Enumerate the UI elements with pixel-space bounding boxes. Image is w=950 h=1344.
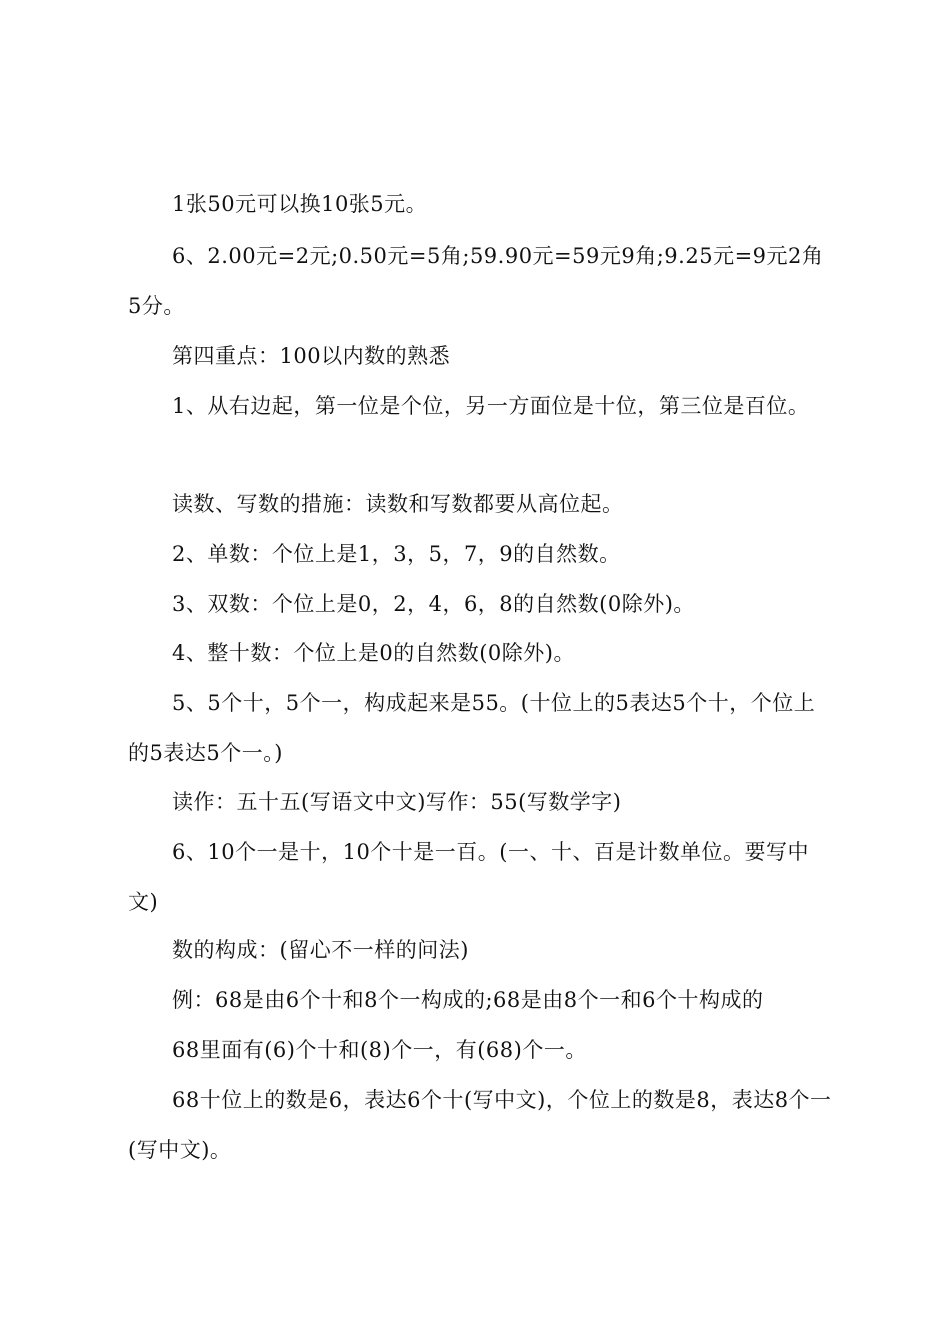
paragraph-read-as: 读作：五十五(写语文中文)写作：55(写数学字) [172, 790, 622, 814]
paragraph-odd-numbers: 2、单数：个位上是1，3，5，7，9的自然数。 [172, 542, 621, 566]
paragraph-number-composition: 数的构成：(留心不一样的问法) [172, 938, 469, 962]
paragraph-read-write: 读数、写数的措施：读数和写数都要从高位起。 [172, 492, 624, 516]
paragraph-68-digits: 68十位上的数是6，表达6个十(写中文)，个位上的数是8，表达8个一(写中文)。 [128, 1088, 832, 1162]
paragraph-composition-55: 5、5个十，5个一，构成起来是55。(十位上的5表达5个十，个位上的5表达5个一。) [128, 691, 816, 765]
paragraph-exchange: 1张50元可以换10张5元。 [172, 192, 428, 216]
paragraph-yuan-conversion: 6、2.00元=2元;0.50元=5角;59.90元=59元9角;9.25元=9元2角5分。 [128, 244, 824, 318]
paragraph-place-value: 1、从右边起，第一位是个位，另一方面位是十位，第三位是百位。 [172, 394, 810, 418]
paragraph-68-contains: 68里面有(6)个十和(8)个一，有(68)个一。 [172, 1038, 587, 1062]
paragraph-tens-numbers: 4、整十数：个位上是0的自然数(0除外)。 [172, 641, 575, 665]
paragraph-even-numbers: 3、双数：个位上是0，2，4，6，8的自然数(0除外)。 [172, 592, 695, 616]
section-heading: 第四重点：100以内数的熟悉 [172, 344, 451, 368]
paragraph-counting-units: 6、10个一是十，10个十是一百。(一、十、百是计数单位。要写中文) [128, 840, 809, 914]
paragraph-example: 例：68是由6个十和8个一构成的;68是由8个一和6个十构成的 [172, 988, 764, 1012]
